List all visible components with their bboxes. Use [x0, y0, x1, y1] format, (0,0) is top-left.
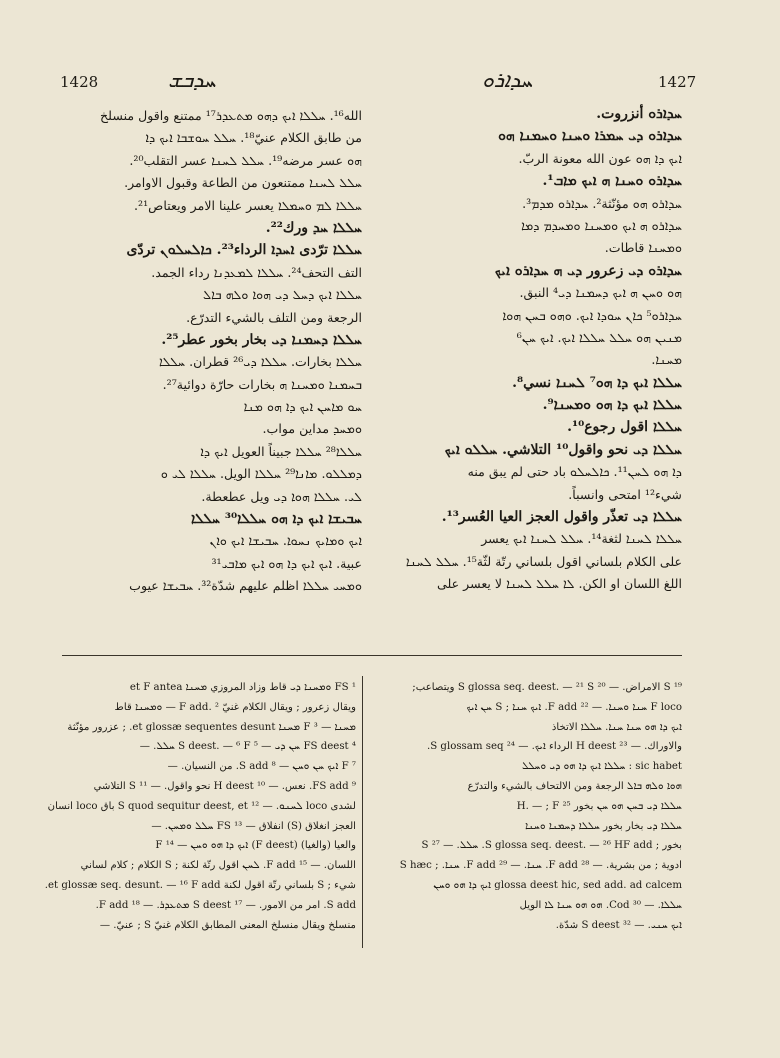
text-line: ܚܠܠ ܠܚܢܐ ممتنعون من الطاعة وقبول الاوامر. — [124, 175, 362, 191]
footnote-line: ܚܠܠܐ ܕܝ بخار بخور ܚܠܠܐ ܕܚܡܢܐ ܘܚܢܐ — [525, 820, 682, 832]
footnote-separator-rule — [62, 655, 682, 656]
page-number-left: 1428 — [60, 73, 99, 91]
text-line: شيء¹² امتحى وانسباً. — [568, 486, 682, 502]
text-line: ܐܝܟ ܘܡܐܝܟ ܢܚܘܐ. ܚܒܝܫܐ ܐܝܟ ܘܐܢ — [209, 533, 362, 549]
footnote-line: F loco ܚܢܐ ܘܚܢܐ. — ²² F add. ܐܝܟ ܚܢܐ ; S ܚܢ ܐܝܟ — [466, 701, 682, 713]
text-line: ܡܢܝܢ ܗܘ ܚܠܠ ܚܠܠܐ ܐܝܟ. ܐܝܟ ܚܢ⁶ — [516, 329, 682, 345]
footnote-line: ⁹ FS add. نعس. — ¹⁰ H deest نحو واقول. — ¹¹ S التلاشي — [93, 780, 356, 792]
footnote-line: ܐܝܟ ܚܢܝ. — ³² S deest شدّة. — [555, 919, 682, 931]
main-text-right-column — [368, 103, 682, 596]
footnote-line: شيء ; S بلساني رتّة اقول لكنة et glossæ seq. desunt. — ¹⁶ F add. — [44, 879, 356, 891]
footnote-line: ܚܠܠܐ. — ³⁰ Cod. ܗܘ ܗܘ ܚܢܐ ܠܐ الويل — [519, 899, 682, 911]
running-head-left: ܚܕܒܫ — [168, 68, 216, 92]
text-line: ܕܡܠܠܘ. ܡܐܢܐ²⁹ ܚܠܠܐ الويل. ܚܠܠܐ ܠܝ ܘ — [160, 466, 362, 482]
footnote-line: لشدى loco ܠܚܢܘ. — ¹² S quod sequitur deest, et باق loco انسان — [47, 800, 356, 812]
text-line: اللغ اللسان او الكن. ܠܐ ܚܠܠ ܠܚܢܐ لا يعسر على — [436, 576, 682, 592]
text-line: عبية. ܐܝܟ ܐܝܟ ܕܐ ܗܘ ܐܝܟ ܡܐܒܝ³¹ — [211, 555, 362, 571]
text-line: ܚܒܝܫܐ ܐܝܟ ܕܐ ܗܘ ܚܠܠܐ³⁰ ܚܠܠܐ — [190, 511, 362, 528]
text-line: على الكلام بلساني اقول بلساني رتّة لثّة¹⁵. ܚܠܠ ܠܚܢܐ — [405, 553, 682, 569]
text-line: ܚܠܠܐ ܐܝܟ ܕܐ ܗܘ ܘܡܚܢܐ⁹. — [542, 397, 682, 414]
text-line: ܚܕܐܪܘ ܘܚܢܐ ܗ ܐܝܟ ܡܐܒ¹. — [542, 173, 682, 190]
text-line: ܚܠܠܐ بخارات. ܚܠܠܐ ܕܝ²⁶ قطران. ܚܠܠܐ — [158, 354, 362, 370]
running-head-right: ܚܕܐܪܘ — [482, 68, 533, 92]
text-line: ܚܠܠܐ اقول رجوع¹⁰. — [567, 419, 682, 436]
footnote-line: والعيا (والغيا) (F deest) ܐܝܟ ܕܐ ܗܘ ܘܚܢ — ¹⁴ F — [155, 840, 356, 852]
footnote-line: ⁷ F ܐܝܟ ܚܢ ܘܚܢ — ⁸ S add. من النسيان. — — [167, 761, 356, 773]
footnote-line: ܡܚܢܐ — ³ F ܡܚܢܐ et glossæ sequentes desunt. ; عزرور مؤنّثة — [67, 721, 356, 733]
footnote-line: ¹ FS ܘܡܚܢܐ ܕܝ قاط وزاد المروزي ܡܚܢܐ et F antea — [129, 682, 356, 693]
text-line: ܚܠܠܐ ܐܝܟ ܕܚܠ ܕܝ ܗܘܐ ܘܠܗ ܒܐܠ — [202, 287, 362, 303]
page-number-right: 1427 — [658, 73, 697, 91]
footnote-line: ܐܝܟ ܕܐ ܗܘ ܚܢܐ ܚܢܐ. ܚܠܠܐ الاتخاذ — [551, 721, 682, 733]
text-line: ܚܘ ܡܐܚܢ ܐܝܟ ܕܐ ܗܘ ܡܢܐ — [243, 399, 362, 415]
text-line: ܚܕܐܪܘ ܕܝ زعرور ܕܝ ܗ ܚܕܐܪܘ ܐܝܟ — [494, 262, 682, 279]
text-line: ܚܕܐܪܘ ܗܘ مؤنّثة². ܚܕܐܪܘ ܡܕܡ³. — [522, 195, 682, 211]
text-line: ܚܕܐܪܘ ܗ ܐܝܟ ܘܡܚܢܐ ܘܡܚܕܡ ܕܡܐ — [521, 217, 682, 233]
text-line: ܚܕܐܪܘ أنزروت. — [596, 106, 682, 122]
text-line: ܘܡܚܢܐ قاطات. — [604, 240, 682, 256]
footnote-line: sic habet : ܚܠܠܐ ܐܝܟ ܕܐ ܗܘ ܕܝ ܘܚܠܠ — [521, 761, 682, 773]
footnote-line: العجز انغلاق (S) انفلاق — ¹³ FS ܚܠܠ ܘܡܚܢ. — — [151, 820, 356, 832]
text-line: التف التحف²⁴. ܚܠܠܐ ܠܡܥܕܢܐ رداء الجمد. — [151, 264, 362, 280]
footnotes-right-column — [366, 678, 682, 935]
text-line: ܚܠܠܐ²⁸ ܚܠܠܐ جبيناً العويل ܐܝܟ ܕܐ — [200, 443, 362, 459]
text-line: الرجعة ومن التلف بالشيء التدرّع. — [186, 309, 362, 325]
footnote-line: glossa deest hic, sed add. ad calcem ܐܝܟ ܕܐ ܗܘ ܘܚܢ — [433, 879, 682, 891]
text-line: ܘܡܚܝ ܚܠܠܐ اظلم عليهم شدّة³². ܚܒܝܫܐ عيوب — [129, 578, 362, 594]
footnote-line: ܗܘܐ ܘܠܗ ܒܐܠ الرجعة ومن الالتحاف بالشيء والتدرّع — [467, 780, 682, 792]
text-line: ܚܠܠܐ ܐܝܟ ܕܐ ܗܘ⁷ ܠܚܢܐ نسي⁸. — [512, 374, 682, 391]
text-line: ܗܘ عسر مرضه¹⁹. ܚܠܠ ܠܚܢܐ عسر التقلب²⁰. — [129, 152, 362, 168]
text-line: من طابق الكلام عنيّ¹⁸. ܚܠܠ ܚܘܫܒܐ ܐܝܟ ܕܐ — [145, 130, 362, 146]
footnote-line: ¹⁹ S الامراض. — ²⁰ S glossa seq. deest. — ²¹ S ويتصاعب; — [412, 682, 682, 693]
footnote-line: ܚܠܠܐ ܕܝ ܒܚܢ ܗܘ ܚܢ بخور ²⁵ H. — ; F — [516, 800, 682, 812]
text-line: ܒܚܡܢܐ ܘܡܚܢܐ ܗ بخارات حارّة دوائية²⁷. — [162, 376, 362, 392]
footnote-line: منسلخ ويقال منسلخ المعنى المطابق الكلام غنيّ S ; عنيّ. — — [99, 919, 356, 931]
footnote-line: والاوراك. — ²³ H deest الرداء ܐܝܟ. — ²⁴ S glossam seq. — [426, 741, 682, 753]
footnote-column-divider — [362, 676, 363, 948]
text-line: ܗܘ ܘܚܢ ܗ ܐܝܟ ܕܚܡܢܐ ܕܝ⁴ النبق. — [519, 285, 682, 301]
text-line: ܚܠܠܐ ܠܡ ܘܚܡܠܐ يعسر علينا الامر ويعتاص²¹. — [134, 197, 362, 213]
text-line: ܡܚܢܐ. — [651, 352, 682, 368]
footnote-line: بخور ; S glossa seq. deest. — ²⁶ HF add. ܚܠܠ. — ²⁷ S — [421, 840, 682, 852]
text-line: ܚܕܐܪܘ⁵ ܟܐܢ ܚܘܕܐ ܐܝܟ. ܘܗܘ ܒܚܢ ܗܘܐ — [502, 307, 682, 323]
footnote-line: S add. امر من الامور. — ¹⁷ S deest ܡܬܥܕܪ. — ¹⁸ F add. — [95, 899, 356, 911]
footnote-line: ادوية ; من بشرية. — ²⁸ F add. ܚܢܐ. — ²⁹ F add. ܚܢܐ. ; S hæc — [399, 860, 682, 872]
text-line: ܐܝܟ ܕܐ ܗܘ عون الله معونة الربّ. — [518, 150, 682, 166]
main-text-left-column — [56, 105, 362, 598]
footnotes-left-column — [44, 678, 356, 935]
text-line: ܘܡܚܕ مداين مواب. — [262, 421, 362, 437]
text-line: ܚܠܠܐ ܚܕ ورك²². — [265, 219, 362, 236]
text-line: ܕܐ ܗܘ ܠܚܢ¹¹. ܟܐܠܚܠܘ باد حتى لم يبق منه — [467, 464, 682, 480]
text-line: ܠܝ. ܚܠܠܐ ܗܘܐ ܕܝ ويل عطعطة. — [201, 488, 362, 504]
text-line: ܚܠܠܐ ܠܚܢܐ لثغة¹⁴. ܚܠܠ ܠܚܢܐ ܐܝܟ يعسر — [481, 531, 682, 547]
footnote-line: ويقال زعرور ; ويقال الكلام غنيّ F add. ² — ܘܡܚܢܐ قاط — [114, 701, 356, 713]
text-line: الله¹⁶. ܚܠܠܐ ܐܝܟ ܕܗܘ ܡܬܥܕܪ¹⁷ ممتنع واقول منسلخ — [100, 108, 362, 123]
footnote-line: اللسان. — ¹⁵ F add. ܠܚܢ اقول رتّة لكنة ; S الكلام ; كلام لساني — [80, 860, 356, 872]
footnote-line: ⁴ FS deest ܚܢ ܕܝ — ⁵ S deest. — ⁶ F ܚܠܠ. — — [139, 741, 356, 753]
text-line: ܚܠܠܐ ܕܝ نحو واقول¹⁰ التلاشي. ܚܠܠܘ ܐܝܟ — [444, 441, 682, 458]
text-line: ܚܠܠܐ ܕܚܡܢܐ ܕܝ بخار بخور عطر²⁵. — [161, 331, 362, 348]
text-line: ܚܠܠܐ ترّدى ܐܚܕܐ الرداء²³. ܟܐܠܚܠܘܢ تردّى — [126, 242, 362, 259]
text-line: ܚܕܐܪܘ ܕܝ ܚܡܪܐ ܘܚܢܐ ܘܚܡܢܐ ܗܘ — [498, 128, 682, 145]
text-line: ܚܠܠܐ ܕܝ تعذّر واقول العجز العيا العُسر¹³. — [441, 509, 682, 526]
